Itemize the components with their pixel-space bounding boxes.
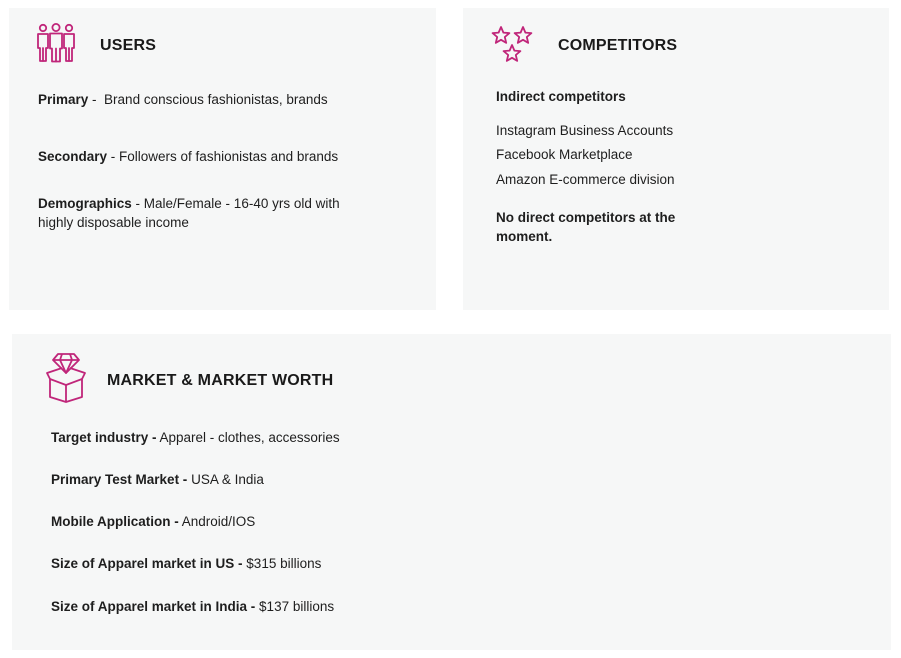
primary-label: Primary: [38, 92, 89, 107]
market-row-value: $315 billions: [242, 556, 322, 571]
market-row-value: $137 billions: [255, 599, 335, 614]
market-row-label: Target industry -: [51, 430, 157, 445]
competitor-item: Instagram Business Accounts: [496, 123, 674, 138]
market-row: [51, 554, 321, 573]
users-secondary: [38, 147, 338, 166]
market-row-label: Primary Test Market -: [51, 472, 188, 487]
competitor-item: Facebook Marketplace: [496, 147, 633, 162]
no-direct-competitors-note: No direct competitors at the moment.: [496, 210, 676, 244]
market-row: [51, 428, 340, 447]
market-row-value: Android/IOS: [178, 514, 256, 529]
users-primary: [38, 90, 328, 109]
indirect-competitors-heading: Indirect competitors: [496, 89, 626, 104]
market-row-label: Size of Apparel market in India -: [51, 599, 256, 614]
competitors-card: [463, 8, 889, 310]
secondary-sep: -: [107, 149, 120, 164]
secondary-label: Secondary: [38, 149, 108, 164]
market-row-value: Apparel - clothes, accessories: [156, 430, 340, 445]
market-row: [51, 470, 264, 489]
people-icon: [35, 23, 77, 65]
market-card: [12, 334, 891, 650]
users-card: [9, 8, 436, 310]
primary-sep: -: [88, 92, 105, 107]
market-row-label: Mobile Application -: [51, 514, 179, 529]
stars-icon: [491, 25, 537, 67]
market-title: MARKET & MARKET WORTH: [107, 372, 334, 389]
market-row-value: USA & India: [187, 472, 264, 487]
users-title: USERS: [100, 37, 157, 54]
primary-text: Brand conscious fashionistas, brands: [104, 92, 328, 107]
market-row: [51, 597, 334, 616]
competitor-item: Amazon E-commerce division: [496, 172, 675, 187]
demographics-sep: -: [131, 196, 144, 211]
demographics-text: Male/Female - 16-40 yrs old with highly disposable income: [38, 196, 340, 230]
users-demographics: [38, 194, 368, 232]
competitors-title: COMPETITORS: [558, 37, 678, 54]
market-row-label: Size of Apparel market in US -: [51, 556, 243, 571]
market-row: [51, 512, 255, 531]
demographics-label: Demographics: [38, 196, 132, 211]
gem-box-icon: [46, 351, 86, 403]
secondary-text: Followers of fashionistas and brands: [119, 149, 339, 164]
